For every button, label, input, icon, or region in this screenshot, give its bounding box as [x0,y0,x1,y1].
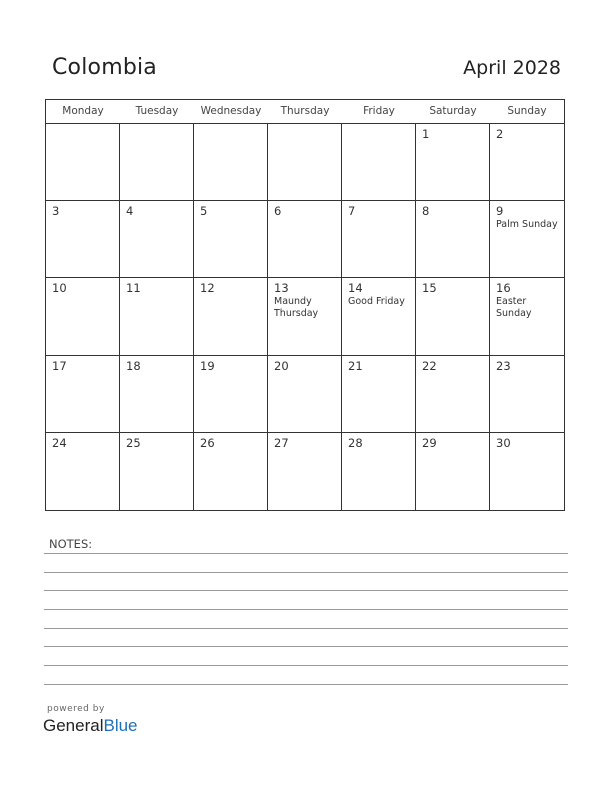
day-cell [46,278,120,355]
day-cell [268,433,342,510]
day-number: 15 [422,281,437,296]
day-number: 24 [52,435,67,450]
weekday-tuesday: Tuesday [135,105,179,117]
day-cell [194,124,268,201]
day-cell [46,356,120,433]
day-cell [490,356,564,433]
note-line [44,646,568,647]
note-line [44,684,568,685]
weekday-sunday: Sunday [507,105,547,117]
brand-logo [43,716,138,736]
day-number: 26 [200,435,215,450]
day-number: 30 [496,435,511,450]
day-cell [416,356,490,433]
day-cell [342,201,416,278]
day-number: 13 [274,281,289,296]
brand-general: General [43,716,104,735]
day-number: 23 [496,358,511,373]
day-number: 9 [496,204,504,219]
day-cell [416,124,490,201]
day-cell [268,124,342,201]
calendar-grid [45,99,565,511]
holiday-label: Palm Sunday [496,219,558,231]
brand-blue: Blue [103,716,138,735]
country-title: Colombia [52,55,157,80]
day-number: 11 [126,281,141,296]
day-number: 1 [422,127,430,141]
day-cell [120,201,194,278]
day-cell [268,278,342,355]
weekday-monday: Monday [62,105,104,117]
weekday-header-row [46,100,564,124]
day-cell [416,278,490,355]
holiday-label: Maundy Thursday [274,296,319,320]
day-cell [268,201,342,278]
day-cell [120,356,194,433]
weekday-wednesday: Wednesday [200,105,262,117]
holiday-label: Good Friday [348,296,405,308]
day-cell [194,433,268,510]
day-number: 27 [274,435,289,450]
day-number: 29 [422,435,437,450]
day-cell [490,433,564,510]
holiday-label: Easter Sunday [496,296,532,320]
note-line [44,628,568,629]
day-number: 5 [200,204,208,219]
day-cell [46,201,120,278]
day-cell [342,433,416,510]
day-number: 4 [126,204,134,219]
day-cell [268,356,342,433]
day-number: 16 [496,281,511,296]
note-line [44,553,568,554]
weekday-friday: Friday [363,105,395,117]
notes-label: NOTES: [49,537,93,551]
day-number: 10 [52,281,67,296]
day-cell [120,124,194,201]
day-cell [416,433,490,510]
day-cell [490,201,564,278]
day-number: 2 [496,127,504,141]
day-cell [120,278,194,355]
day-number: 14 [348,281,363,296]
day-cell [194,278,268,355]
day-number: 8 [422,204,430,219]
note-line [44,572,568,573]
day-number: 6 [274,204,282,219]
day-cell [46,433,120,510]
day-number: 20 [274,358,289,373]
day-number: 21 [348,358,363,373]
weekday-thursday: Thursday [280,105,330,117]
day-number: 22 [422,358,437,373]
day-cell [342,356,416,433]
day-number: 17 [52,358,67,373]
day-cell [194,201,268,278]
note-line [44,609,568,610]
day-cell [416,201,490,278]
day-cell [490,124,564,201]
day-number: 3 [52,204,60,219]
month-title: April 2028 [463,57,561,79]
note-line [44,590,568,591]
day-cell [194,356,268,433]
day-number: 25 [126,435,141,450]
day-cell [490,278,564,355]
day-cell [342,278,416,355]
day-cell [120,433,194,510]
day-number: 18 [126,358,141,373]
note-line [44,665,568,666]
day-number: 19 [200,358,215,373]
day-number: 28 [348,435,363,450]
powered-by-text: powered by [47,704,105,714]
day-number: 12 [200,281,215,296]
day-cell [46,124,120,201]
day-number: 7 [348,204,356,219]
weekday-saturday: Saturday [429,105,477,117]
day-cell [342,124,416,201]
